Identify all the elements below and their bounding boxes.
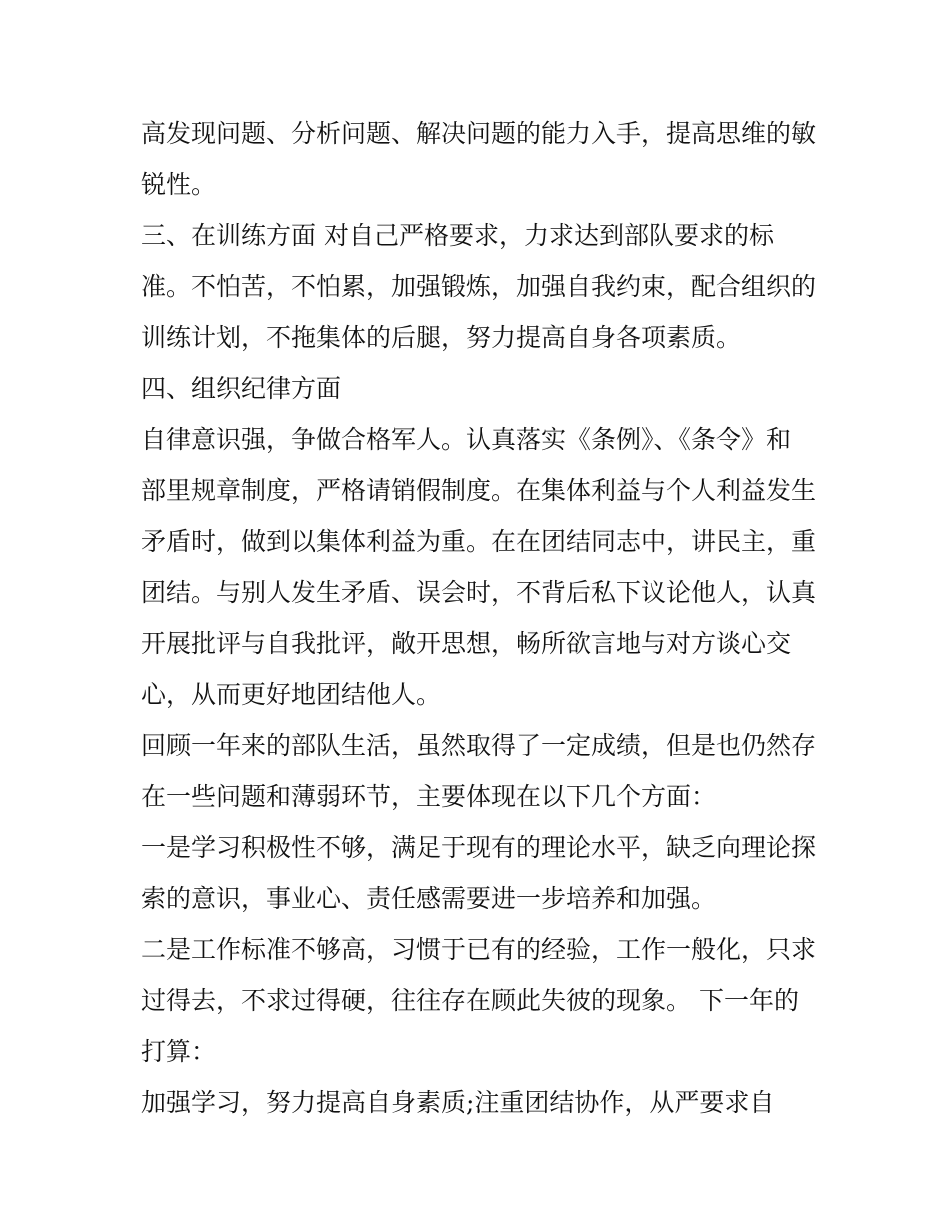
text-line: 自律意识强，争做合格军人。认真落实《条例》、《条令》和 bbox=[141, 425, 792, 454]
text-line: 高发现问题、分析问题、解决问题的能力入手，提高思维的敏 bbox=[141, 119, 817, 148]
text-line: 团结。与别人发生矛盾、误会时，不背后私下议论他人，认真 bbox=[141, 578, 817, 607]
text-line: 在一些问题和薄弱环节，主要体现在以下几个方面： bbox=[141, 782, 717, 811]
text-line: 开展批评与自我批评，敞开思想，畅所欲言地与对方谈心交 bbox=[141, 629, 792, 658]
text-line: 索的意识，事业心、责任感需要进一步培养和加强。 bbox=[141, 884, 717, 913]
text-line: 二是工作标准不够高，习惯于已有的经验，工作一般化，只求 bbox=[141, 935, 817, 964]
text-line: 打算： bbox=[141, 1037, 217, 1066]
section-heading: 四、组织纪律方面 bbox=[141, 374, 342, 403]
text-line: 过得去，不求过得硬，往往存在顾此失彼的现象。 下一年的 bbox=[141, 986, 799, 1015]
text-line: 锐性。 bbox=[141, 170, 217, 199]
text-line: 三、在训练方面 对自己严格要求，力求达到部队要求的标 bbox=[141, 221, 774, 250]
text-line: 准。不怕苦，不怕累，加强锻炼，加强自我约束，配合组织的 bbox=[141, 272, 817, 301]
text-line: 一是学习积极性不够，满足于现有的理论水平，缺乏向理论探 bbox=[141, 833, 817, 862]
text-line: 加强学习，努力提高自身素质;注重团结协作，从严要求自 bbox=[141, 1088, 775, 1117]
text-line: 训练计划，不拖集体的后腿，努力提高自身各项素质。 bbox=[141, 323, 742, 352]
document-body bbox=[141, 108, 821, 1128]
text-line: 矛盾时，做到以集体利益为重。在在团结同志中，讲民主，重 bbox=[141, 527, 817, 556]
text-line: 回顾一年来的部队生活，虽然取得了一定成绩，但是也仍然存 bbox=[141, 731, 817, 760]
text-line: 心，从而更好地团结他人。 bbox=[141, 680, 442, 709]
text-line: 部里规章制度，严格请销假制度。在集体利益与个人利益发生 bbox=[141, 476, 817, 505]
